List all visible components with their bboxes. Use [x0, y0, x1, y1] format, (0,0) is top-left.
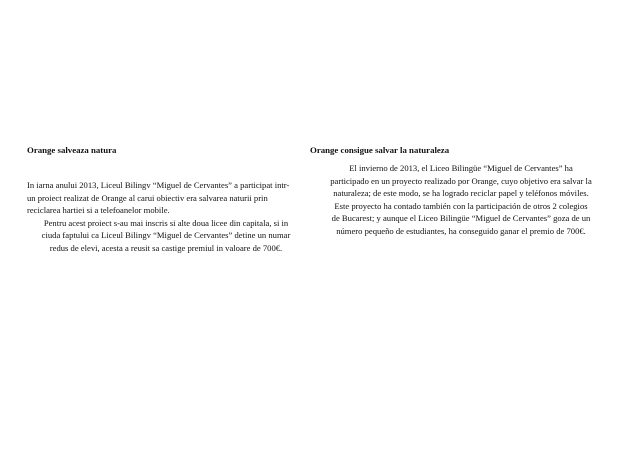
article-paragraph: In iarna anului 2013, Liceul Bilingv “Miguel de Cervantes” a participat intr- un proiect realizat de Orange al carui obiectiv era salvarea naturii prin reciclarea hartiei si a telefoanelor mobile. — [27, 180, 290, 216]
article-title: Orange consigue salvar la naturaleza — [310, 145, 450, 155]
article-title: Orange salveaza natura — [27, 145, 117, 155]
article-paragraph: El invierno de 2013, el Liceo Bilingüe “Miguel de Cervantes” ha participado en un proyecto realizado por Orange, cuyo objetivo era salvar la naturaleza; de este modo, se ha logrado reciclar papel y teléfonos móviles. Este proyecto ha contado también con la participación de otros 2 colegios de Bucarest; y aunque el Liceo Bilingüe “Miguel de Cervantes” goza de un número pequeño de estudiantes, ha conseguido ganar el premio de 700€. — [330, 163, 592, 236]
spanish-article — [310, 144, 612, 238]
romanian-article — [27, 144, 305, 255]
article-paragraph: Pentru acest proiect s-au mai inscris si alte doua licee din capitala, si in ciuda faptului ca Liceul Bilingv “Miguel de Cervantes” detine un numar redus de elevi, acesta a reusit sa castige premiul in valoare de 700€. — [41, 217, 291, 253]
